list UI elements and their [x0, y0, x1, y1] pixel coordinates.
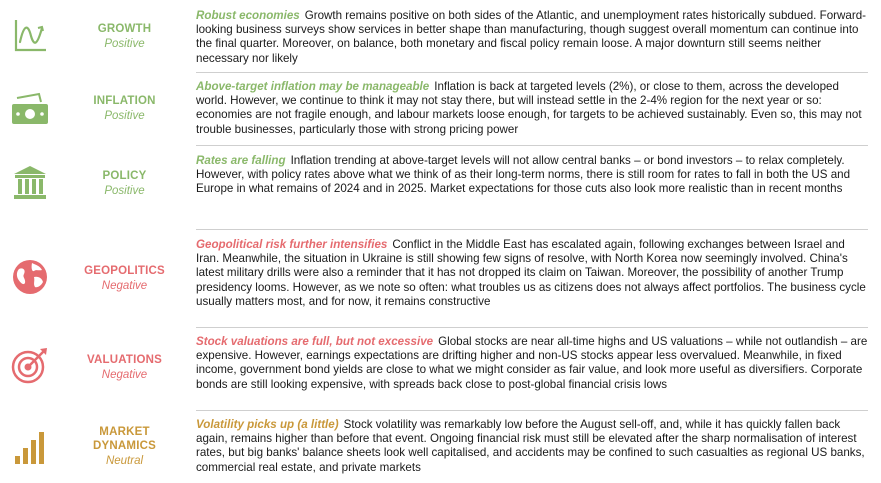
banknote-icon: [8, 90, 52, 130]
row-text: [196, 9, 868, 66]
row-heading: Volatility picks up (a little): [196, 418, 339, 431]
category-title: VALUATIONS: [86, 354, 163, 366]
category-title: GROWTH: [97, 23, 152, 35]
sentiment-label: Neutral: [105, 455, 144, 467]
divider: [196, 72, 868, 73]
row-body: Inflation is back at targeted levels (2%), or close to them, across the developed world. However, we continue to think it may not stay there, but will instead settle in the 2-4% region for the next year or so: economies are not fragile enough, and labour markets loose enough, for targets to be achieved sustainably. Even so, this may not trouble businesses, particularly those with strong pricing power: [196, 80, 862, 136]
sentiment-label: Positive: [104, 185, 145, 197]
divider: [196, 410, 868, 411]
row-heading: Stock valuations are full, but not excessive: [196, 335, 434, 348]
row-body: Conflict in the Middle East has escalated again, following exchanges between Israel and Iran. Meanwhile, the situation in Ukraine is still showing few signs of resolve, with North Korea now seemingly involved. China's latest military drills were also a reminder that it has not dropped its claim on Taiwan. Moreover, the possibility of another Trump presidency looms. However, as we note so often: what troubles us as citizens does not always affect portfolios. The business cycle usually matters most, and for now, it remains constructive: [196, 238, 866, 308]
row-body: Global stocks are near all-time highs and US valuations – while not outlandish – are expensive. However, earnings expectations are drifting higher and non-US stocks appear less overvalued. Meanwhile, in fixed income, government bond yields are close to what we might consider as fair value, and look more useful as diversifiers. Corporate bonds are still looking expensive, with spreads back close to post-global financial crisis lows: [196, 335, 868, 391]
category-label: [62, 94, 187, 123]
row-heading: Geopolitical risk further intensifies: [196, 238, 388, 251]
target-icon: [8, 345, 52, 385]
category-title: INFLATION: [93, 95, 156, 107]
sentiment-label: Positive: [104, 110, 145, 122]
line-chart-icon: [8, 16, 52, 56]
row-body: Stock volatility was remarkably low before the August sell-off, and, while it has quickly fallen back again, remains higher than before that event. Ongoing financial risk must still be elevated after the sharp normalisation of interest rates, but big banks' balance sheets look well capitalised, and accidents may be confined to such casualties as regional US banks, commercial real estate, and private markets: [196, 418, 865, 474]
row-body: Inflation trending at above-target levels will not allow central banks – or bond investors – to relax completely. However, with policy rates above what we think of as their long-term norms, there is still room for rates to fall in both the US and Europe in what remains of 2024 and in 2025. Market expectations for those cuts also look more realistic than in recent months: [196, 154, 851, 196]
row-text: [196, 335, 868, 392]
sentiment-label: Negative: [101, 280, 148, 292]
globe-icon: [8, 257, 52, 297]
row-heading: Robust economies: [196, 9, 300, 22]
sentiment-label: Negative: [101, 369, 148, 381]
category-title: GEOPOLITICS: [84, 265, 165, 277]
category-label: [62, 425, 187, 468]
divider: [196, 229, 868, 230]
category-label: [62, 353, 187, 382]
row-heading: Above-target inflation may be manageable: [196, 80, 430, 93]
category-label: [62, 22, 187, 51]
category-label: [62, 264, 187, 293]
category-title: MARKET DYNAMICS: [93, 426, 156, 452]
bar-chart-icon: [8, 428, 52, 468]
category-label: [62, 169, 187, 198]
row-text: [196, 418, 868, 475]
bank-building-icon: [8, 163, 52, 203]
divider: [196, 327, 868, 328]
row-heading: Rates are falling: [196, 154, 286, 167]
category-title: POLICY: [102, 170, 147, 182]
sentiment-label: Positive: [104, 38, 145, 50]
row-body: Growth remains positive on both sides of the Atlantic, and unemployment rates historically subdued. Forward-looking business surveys show services in better shape than manufacturing, though suggest overall momentum can continue into the final quarter. Moreover, on balance, both monetary and fiscal policy remain loose. A major downturn still seems neither necessary nor likely: [196, 9, 867, 65]
row-text: [196, 238, 868, 309]
divider: [196, 145, 868, 146]
row-text: [196, 80, 868, 137]
row-text: [196, 154, 868, 197]
